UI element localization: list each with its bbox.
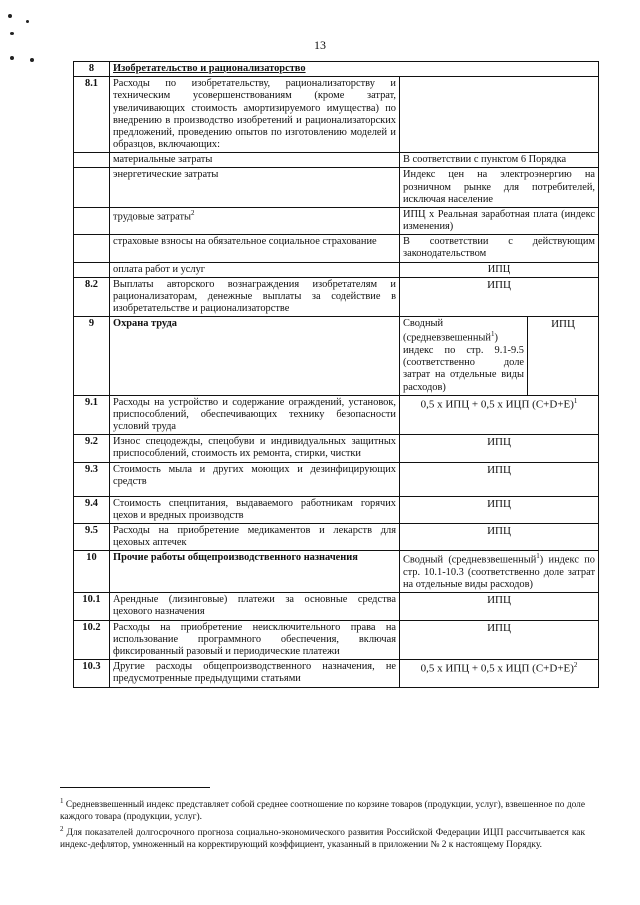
row-description (110, 207, 400, 234)
footnote-mark: 1 (60, 797, 64, 805)
table-row (74, 277, 599, 317)
row-value-text: Сводный (средневзвешенный (403, 554, 537, 566)
section-title: Прочие работы общепроизводственного назначения (110, 551, 400, 593)
row-value-text: Сводный (средневзвешенный (403, 318, 491, 344)
row-number (74, 168, 110, 208)
table-row (74, 77, 599, 153)
row-number: 10 (74, 551, 110, 593)
row-value: В соответствии с действующим законодательством (400, 235, 599, 262)
table-row (74, 395, 599, 435)
row-number: 10.2 (74, 620, 110, 660)
row-value: ИПЦ (400, 277, 599, 317)
scan-dot (10, 32, 14, 35)
row-number: 10.3 (74, 660, 110, 687)
row-value-text: ) индекс по стр. 9.1-9.5 (соответственно доле затрат на отдельные виды расходов) (403, 332, 524, 393)
footnote-ref: 1 (536, 552, 540, 561)
row-number (74, 235, 110, 262)
row-value (400, 660, 599, 687)
footnote-ref: 2 (191, 208, 195, 217)
row-value (400, 77, 599, 153)
row-number: 9.5 (74, 523, 110, 550)
footnote-ref: 1 (573, 396, 578, 405)
row-number: 9.2 (74, 435, 110, 462)
footnote-ref: 1 (490, 330, 495, 339)
footnote (60, 797, 585, 824)
row-value (400, 317, 528, 396)
scan-dot (8, 14, 12, 18)
section-title: Изобретательство и рационализаторство (110, 62, 599, 77)
row-value: ИПЦ (400, 620, 599, 660)
table-row (74, 435, 599, 462)
row-number (74, 262, 110, 277)
table-row (74, 153, 599, 168)
table-row (74, 660, 599, 687)
table-row (74, 262, 599, 277)
table-row (74, 462, 599, 496)
table-row (74, 235, 599, 262)
row-number: 8 (74, 62, 110, 77)
row-value: ИПЦ (400, 262, 599, 277)
row-description: Арендные (лизинговые) платежи за основные средства цехового назначения (110, 593, 400, 620)
table-row (74, 207, 599, 234)
row-value: ИПЦ (400, 496, 599, 523)
row-description: оплата работ и услуг (110, 262, 400, 277)
table-row (74, 523, 599, 550)
row-description: Износ спецодежды, спецобуви и индивидуальных защитных приспособлений, стоимость их ремонта, стирки, чистки (110, 435, 400, 462)
row-number: 9 (74, 317, 110, 396)
row-value: ИПЦ (400, 593, 599, 620)
row-number: 10.1 (74, 593, 110, 620)
row-description: Расходы на устройство и содержание ограждений, установок, приспособлений, обеспечивающих технику безопасности условий труда (110, 395, 400, 435)
row-description: Стоимость мыла и других моющих и дезинфицирующих средств (110, 462, 400, 496)
row-value-text: ) индекс по стр. 10.1-10.3 (соответственно доле затрат на отдельные виды расходов) (403, 554, 595, 591)
row-value (400, 551, 599, 593)
index-table (73, 61, 599, 688)
table-row (74, 62, 599, 77)
section-title: Охрана труда (110, 317, 400, 396)
table-row (74, 168, 599, 208)
row-value-secondary: ИПЦ (528, 317, 599, 396)
page-number: 13 (314, 38, 326, 52)
row-number (74, 153, 110, 168)
row-description: Другие расходы общепроизводственного назначения, не предусмотренные предыдущими статьями (110, 660, 400, 687)
row-description: Расходы по изобретательству, рационализаторству и техническим усовершенствованиям (кроме затрат, увеличивающих стоимость амортизируемого имущества) по внедрению в производство изобретений и рационализаторских предложений, проведению опытов по изготовлению моделей и образцов, включающих: (110, 77, 400, 153)
row-description: энергетические затраты (110, 168, 400, 208)
table-row (74, 496, 599, 523)
row-value: Индекс цен на электроэнергию на розничном рынке для потребителей, исключая население (400, 168, 599, 208)
row-description: Выплаты авторского вознаграждения изобретателям и рационализаторам, денежные выплаты за содействие в изобретательстве и рационализаторстве (110, 277, 400, 317)
row-description: Расходы на приобретение медикаментов и лекарств для цеховых аптечек (110, 523, 400, 550)
footnote-text: Средневзвешенный индекс представляет собой среднее соотношение по корзине товаров (продукции, услуг), взвешенное по доле каждого товара (продукции, услуг). (60, 800, 586, 822)
footnote-ref: 2 (573, 661, 578, 670)
scan-dot (30, 58, 34, 62)
row-description: Стоимость спецпитания, выдаваемого работникам горячих цехов и вредных производств (110, 496, 400, 523)
row-value: ИПЦ (400, 523, 599, 550)
footnotes (60, 785, 585, 852)
table-row (74, 317, 599, 396)
footnote-mark: 2 (60, 824, 64, 833)
row-value (400, 395, 599, 435)
row-number (74, 207, 110, 234)
row-value-text: 0,5 х ИПЦ + 0,5 х ИЦП (С+D+Е) (420, 398, 574, 411)
row-number: 8.1 (74, 77, 110, 153)
row-value: ИПЦ (400, 435, 599, 462)
row-value-text: 0,5 х ИПЦ + 0,5 х ИЦП (С+D+Е) (420, 662, 574, 675)
row-description: Расходы на приобретение неисключительного права на использование программного обеспечения, включая фиксированный разовый и периодические платежи (110, 620, 400, 660)
row-number: 9.1 (74, 395, 110, 435)
scan-dot (10, 56, 14, 60)
table-row (74, 620, 599, 660)
row-value: ИПЦ х Реальная заработная плата (индекс изменения) (400, 207, 599, 234)
row-value: ИПЦ (400, 462, 599, 496)
row-description-text: трудовые затраты (113, 211, 192, 223)
footnote-text: Для показателей долгосрочного прогноза социально-экономического развития Российской Федерации ИЦП рассчитывается как индекс-дефлятор, умноженный на корректирующий коэффициент, указанный в приложении № 2 к настоящему Порядку. (60, 827, 585, 850)
footnote (60, 825, 585, 852)
row-number: 8.2 (74, 277, 110, 317)
row-value: В соответствии с пунктом 6 Порядка (400, 153, 599, 168)
scan-dot (26, 20, 29, 23)
table-row (74, 551, 599, 593)
table-row (74, 593, 599, 620)
row-description: страховые взносы на обязательное социальное страхование (110, 235, 400, 262)
row-description: материальные затраты (110, 153, 400, 168)
row-number: 9.3 (74, 462, 110, 496)
row-number: 9.4 (74, 496, 110, 523)
